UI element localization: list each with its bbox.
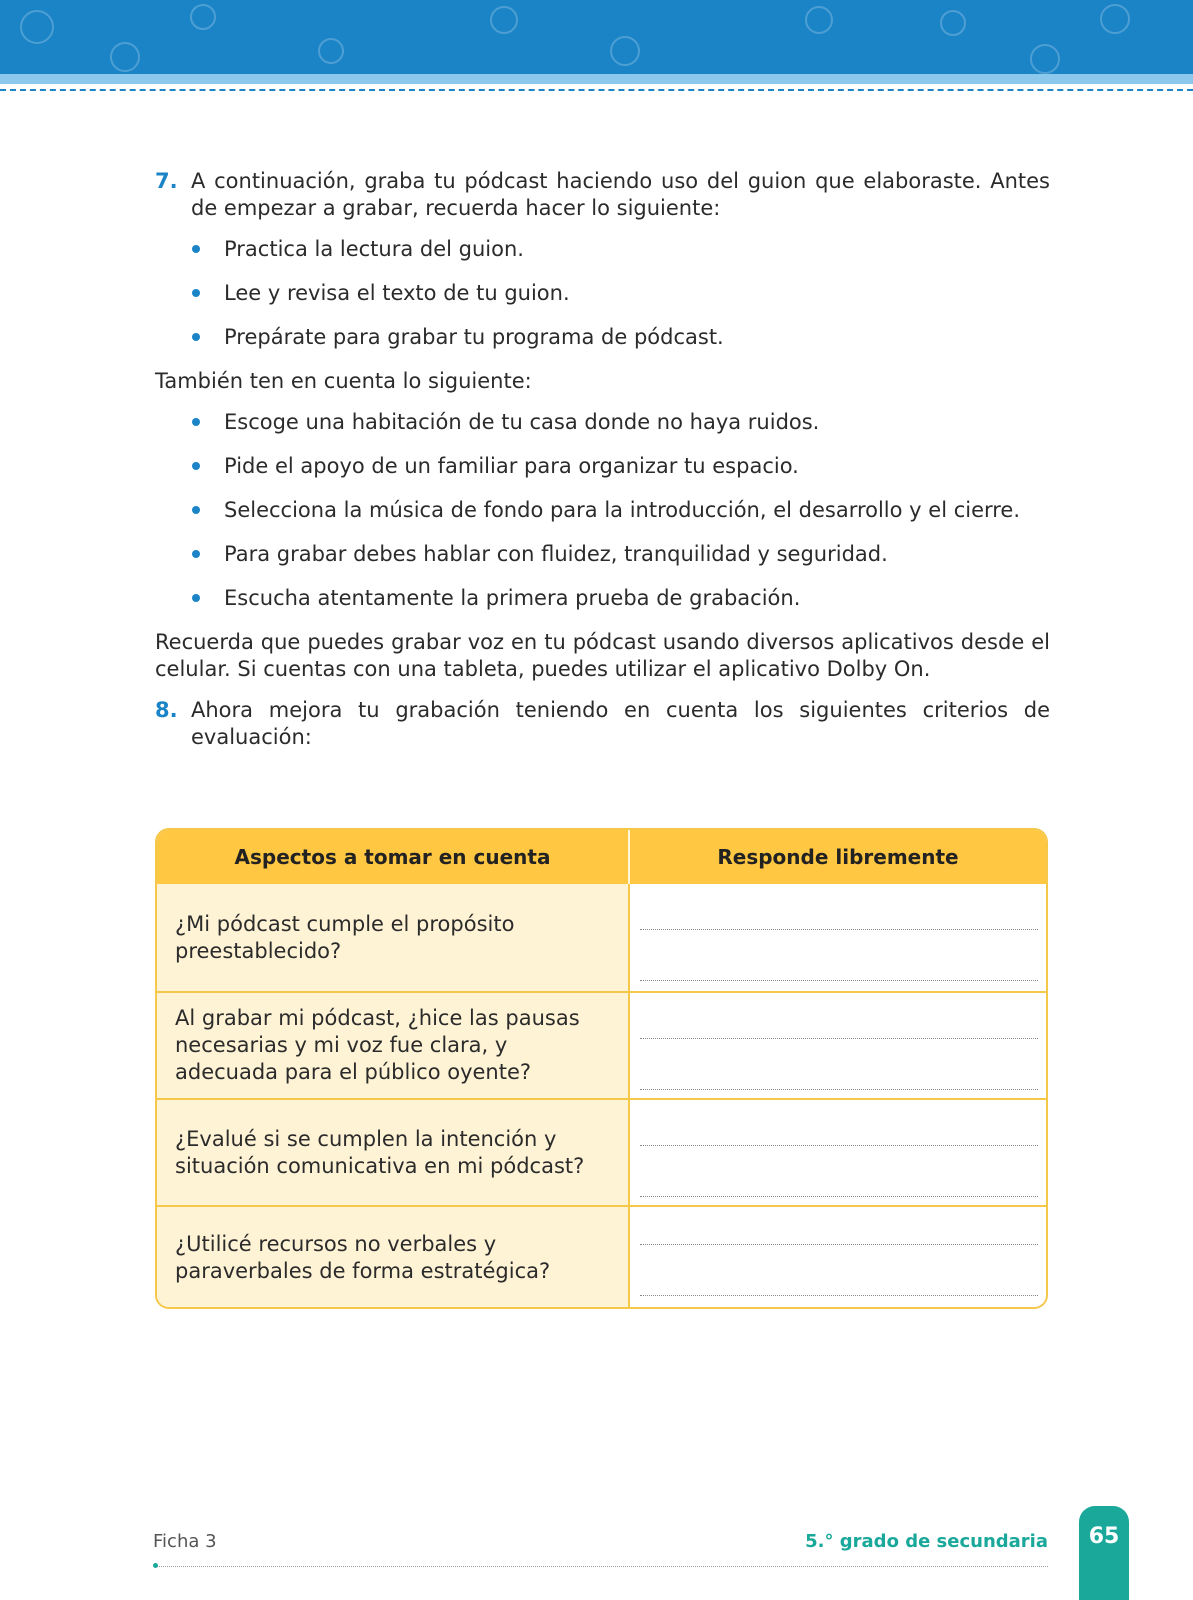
header-banner: [0, 0, 1193, 74]
answer-line: [640, 1295, 1038, 1296]
column-header: Aspectos a tomar en cuenta: [157, 830, 630, 884]
criterion-cell: ¿Mi pódcast cumple el propósito preestablecido?: [157, 884, 630, 991]
header-dashed-line: [0, 89, 1193, 91]
answer-line: [640, 1089, 1038, 1090]
answer-line: [640, 929, 1038, 930]
person-icon: [940, 10, 966, 36]
answer-line: [640, 1244, 1038, 1245]
gear-icon: [490, 6, 518, 34]
item-8: [155, 697, 1050, 751]
footer-divider: [155, 1566, 1048, 1567]
doodle-circle-icon: [20, 10, 54, 44]
gear-icon: [1100, 4, 1130, 34]
list-item: Prepárate para grabar tu programa de pódcast.: [192, 324, 1050, 351]
reminder-text: Recuerda que puedes grabar voz en tu pódcast usando diversos aplicativos desde el celular. Si cuentas con una tableta, puedes utilizar el aplicativo Dolby On.: [155, 630, 1050, 681]
table-row: [157, 1098, 1046, 1205]
answer-field[interactable]: [630, 1100, 1046, 1205]
also-consider-text: También ten en cuenta lo siguiente:: [155, 369, 532, 393]
bullet-icon: [192, 506, 200, 514]
bullet-list-tips: [155, 409, 1050, 612]
bullet-icon: [192, 550, 200, 558]
main-content: [155, 168, 1050, 765]
item-7: [155, 168, 1050, 222]
answer-line: [640, 1196, 1038, 1197]
table-row: [157, 884, 1046, 991]
answer-line: [640, 1145, 1038, 1146]
list-item: Para grabar debes hablar con fluidez, tranquilidad y seguridad.: [192, 541, 1050, 568]
table-header: [157, 830, 1046, 884]
answer-line: [640, 980, 1038, 981]
bullet-icon: [192, 462, 200, 470]
answer-line: [640, 1038, 1038, 1039]
item-text: Ahora mejora tu grabación teniendo en cuenta los siguientes criterios de evaluación:: [191, 698, 1050, 749]
smiley-icon: [110, 42, 140, 72]
list-item: Lee y revisa el texto de tu guion.: [192, 280, 1050, 307]
item-text: A continuación, graba tu pódcast haciendo uso del guion que elaboraste. Antes de empezar a grabar, recuerda hacer lo siguiente:: [191, 169, 1050, 220]
bullet-icon: [192, 333, 200, 341]
bullet-icon: [192, 245, 200, 253]
footer-worksheet-label: Ficha 3: [153, 1531, 217, 1552]
item-number: 7.: [155, 169, 178, 193]
bullet-icon: [192, 418, 200, 426]
footer-dot-icon: [153, 1563, 158, 1568]
list-item: Selecciona la música de fondo para la introducción, el desarrollo y el cierre.: [192, 497, 1050, 524]
gear-icon: [805, 6, 833, 34]
answer-field[interactable]: [630, 993, 1046, 1098]
page-number: 65: [1079, 1506, 1129, 1600]
column-header: Responde libremente: [717, 845, 959, 869]
list-item: Escucha atentamente la primera prueba de grabación.: [192, 585, 1050, 612]
table-row: [157, 991, 1046, 1098]
answer-field[interactable]: [630, 1207, 1046, 1308]
bullet-icon: [192, 289, 200, 297]
gear-icon: [190, 4, 216, 30]
item-number: 8.: [155, 698, 178, 722]
evaluation-table: [155, 828, 1048, 1309]
smiley-icon: [1030, 44, 1060, 74]
list-item: Pide el apoyo de un familiar para organizar tu espacio.: [192, 453, 1050, 480]
person-icon: [610, 36, 640, 66]
criterion-cell: Al grabar mi pódcast, ¿hice las pausas necesarias y mi voz fue clara, y adecuada para el público oyente?: [157, 993, 630, 1098]
answer-field[interactable]: [630, 884, 1046, 991]
lightbulb-icon: [318, 38, 344, 64]
footer-grade-label: 5.° grado de secundaria: [805, 1531, 1048, 1552]
list-item: Practica la lectura del guion.: [192, 236, 1050, 263]
list-item: Escoge una habitación de tu casa donde no haya ruidos.: [192, 409, 1050, 436]
bullet-list-preparation: [155, 236, 1050, 351]
bullet-icon: [192, 594, 200, 602]
criterion-cell: ¿Evalué si se cumplen la intención y situación comunicativa en mi pódcast?: [157, 1100, 630, 1205]
criterion-cell: ¿Utilicé recursos no verbales y paraverbales de forma estratégica?: [157, 1207, 630, 1308]
table-row: [157, 1205, 1046, 1308]
header-stripe: [0, 74, 1193, 84]
